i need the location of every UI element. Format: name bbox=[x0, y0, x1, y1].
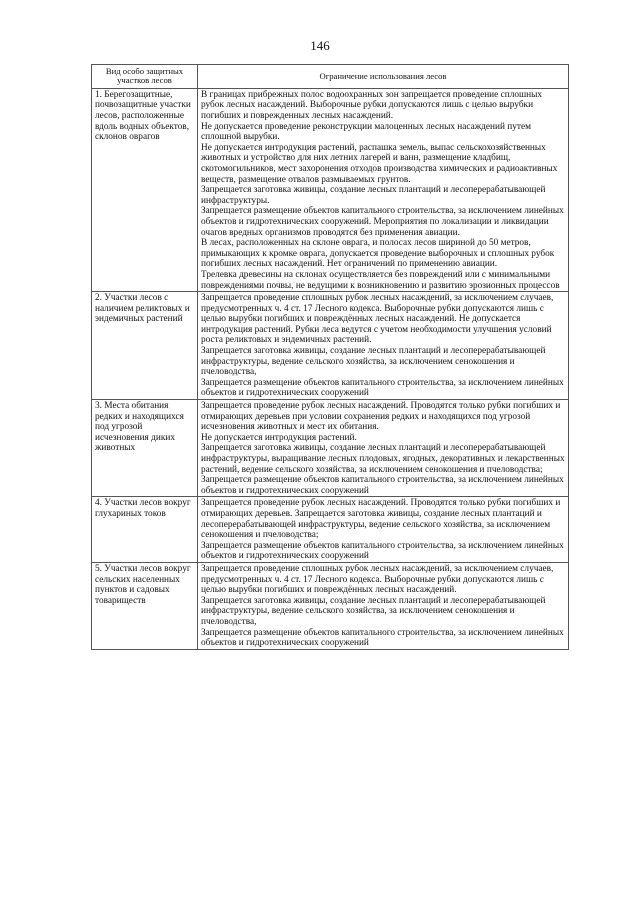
restriction-paragraph: В лесах, расположенных на склоне оврага, и полосах лесов шириной до 50 метров, примыкающих к кромке оврага, допускается проведение выборочных и сплошных рубок погибших лесных насаждений. Нет ограничений по применению авиации. bbox=[201, 238, 555, 270]
restriction-paragraph: Не допускается проведение реконструкции малоценных лесных насаждений путем сплошной вырубки. bbox=[201, 121, 531, 143]
restriction-paragraph: Запрещается проведение рубок лесных насаждений. Проводятся только рубки погибших и отмирающих деревьев. Запрещается заготовка живицы, создание лесных плантаций и лесоперерабатывающей инфраструктуры, ведение сельского хозяйства, за исключением сенокошения и пчеловодства; bbox=[201, 498, 561, 541]
table-row bbox=[92, 497, 569, 563]
restrictions-table bbox=[91, 64, 569, 650]
page-number: 146 bbox=[310, 38, 330, 53]
restrictions-cell bbox=[198, 400, 569, 497]
restriction-paragraph: Запрещается заготовка живицы, создание лесных плантаций и лесоперерабатывающей инфраструктуры. bbox=[201, 185, 546, 206]
restriction-paragraph: Не допускается интродукция растений, распашка земель, выпас сельскохозяйственных животных и устройство для них летних лагерей и ванн, размещение кладбищ, скотомогильников, мест захоронения отходов производства химических и радиоактивных веществ, размещение отвалов размываемых грунтов. bbox=[201, 142, 558, 185]
table-body bbox=[92, 88, 569, 649]
restriction-paragraph: Запрещается проведение сплошных рубок лесных насаждений, за исключением случаев, предусмотренных ч. 4 ст. 17 Лесного кодекса. Выборочные рубки допускаются лишь с целью вырубки погибших и повреждённых лесных насаждений. bbox=[201, 563, 554, 596]
restrictions-cell bbox=[198, 562, 569, 649]
restrictions-cell bbox=[198, 292, 569, 400]
category-cell: 2. Участки лесов с наличием реликтовых и эндемичных растений bbox=[92, 292, 198, 400]
table-row bbox=[92, 562, 569, 649]
restriction-paragraph: Запрещается размещение объектов капитального строительства, за исключением линейных объектов и гидротехнических сооружений. Мероприятия по локализации и ликвидации очагов вредных организмов проводятся без применения авиации. bbox=[201, 206, 564, 238]
category-cell: 5. Участки лесов вокруг сельских населенных пунктов и садовых товариществ bbox=[92, 562, 198, 649]
table-row bbox=[92, 400, 569, 497]
restriction-paragraph: Запрещается заготовка живицы, создание лесных плантаций и лесоперерабатывающей инфраструктуры, ведение сельского хозяйства, за исключением сенокошения и пчеловодства, bbox=[201, 346, 546, 378]
restriction-paragraph: В границах прибрежных полос водоохранных зон запрещается проведение сплошных рубок лесных насаждений. Выборочные рубки допускаются лишь с целью вырубки погибших и поврежденных лесных насаждений. bbox=[201, 89, 543, 121]
header-category: Вид особо защитных участков лесов bbox=[92, 65, 198, 89]
restriction-paragraph: Запрещается размещение объектов капитального строительства, за исключением линейных объектов и гидротехнических сооружений bbox=[201, 627, 564, 649]
restriction-paragraph: Запрещается заготовка живицы, создание лесных плантаций и лесоперерабатывающей инфраструктуры, выращивание лесных плодовых, ягодных, декоративных и лекарственных растений, ведение сельского хозяйства, за исключением сенокошения и пчеловодства; Запрещается размещение объектов капитального строительства, за исключением линейных объектов и гидротехнических сооружений bbox=[201, 443, 565, 496]
table-row bbox=[92, 88, 569, 291]
restriction-paragraph: Не допускается интродукция растений. bbox=[201, 432, 357, 443]
restriction-paragraph: Запрещается размещение объектов капитального строительства, за исключением линейных объектов и гидротехнических сооружений bbox=[201, 540, 564, 562]
category-cell: 3. Места обитания редких и находящихся под угрозой исчезновения диких животных bbox=[92, 400, 198, 497]
restrictions-cell bbox=[198, 497, 569, 563]
table-header-row bbox=[92, 65, 569, 89]
category-cell: 4. Участки лесов вокруг глухариных токов bbox=[92, 497, 198, 563]
category-cell: 1. Берегозащитные, почвозащитные участки лесов, расположенные вдоль водных объектов, склонов оврагов bbox=[92, 88, 198, 291]
restriction-paragraph: Трелевка древесины на склонах осуществляется без повреждений или с минимальными повреждениями почвы, не ведущими к возникновению и развитию эрозионных процессов bbox=[201, 269, 560, 291]
restriction-paragraph: Запрещается проведение сплошных рубок лесных насаждений, за исключением случаев, предусмотренных ч. 4 ст. 17 Лесного кодекса. Выборочные рубки допускаются лишь с целью вырубки погибших и повреждённых лесных насаждений. Не допускается интродукция растений. Рубки леса ведутся с учетом необходимости улучшения условий роста реликтовых и эндемичных растений. bbox=[201, 293, 554, 346]
restriction-paragraph: Запрещается заготовка живицы, создание лесных плантаций и лесоперерабатывающей инфраструктуры, ведение сельского хозяйства, за исключением сенокошения и пчеловодства, bbox=[201, 595, 546, 627]
restriction-paragraph: Запрещается проведение рубок лесных насаждений. Проводятся только рубки погибших и отмирающих деревьев при условии сохранения редких и находящихся под угрозой исчезновения животных и мест их обитания. bbox=[201, 401, 561, 433]
restrictions-cell bbox=[198, 88, 569, 291]
header-restrictions: Ограничение использования лесов bbox=[198, 65, 569, 89]
table-row bbox=[92, 292, 569, 400]
restriction-paragraph: Запрещается размещение объектов капитального строительства, за исключением линейных объектов и гидротехнических сооружений bbox=[201, 377, 564, 399]
